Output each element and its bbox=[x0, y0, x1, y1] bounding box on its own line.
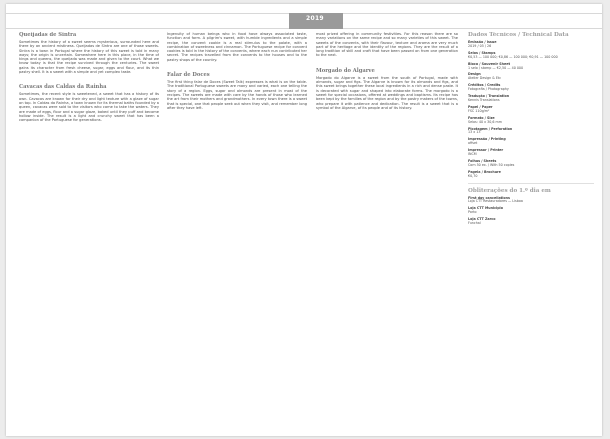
heading-falar-de-doces: Falar de Doces bbox=[167, 72, 210, 79]
spec-item: Tradução / Translation Kennis Translations bbox=[468, 94, 510, 102]
sidebar-title: Dados Técnicos / Technical Data bbox=[468, 32, 569, 38]
spec-item: Impressão / Printing offset bbox=[468, 137, 506, 146]
divider bbox=[468, 183, 594, 184]
paragraph: Sometimes, the recent style is sweetened, a sweet that has a history of its own. Cavacas are known for their dry and light texture with a glaze of sugar on top. In Caldas da Rainha, a town known for its thermal baths founded by a queen, cavacas were sold to the visitors who came to take the waters. They are made of eggs, flour and a sugar glaze, baked until they puff and become hollow inside. The result is a light and crunchy sweet that has been a companion of the Portuguese for generations. bbox=[19, 92, 159, 123]
right-column bbox=[316, 32, 458, 432]
paragraph: The first thing falar de Doces (Sweet Talk) expresses is what is on the table. The traditional Portuguese sweets are many and varied, each one telling the story of a region. Eggs, sugar and almonds are present in most of the recipes. The sweets are made with care by the hands of those who learned the art from their mothers and grandmothers. In every town there is a sweet that is special, one that people seek out when they visit, and remember long after they have left. bbox=[167, 80, 307, 110]
spec-item: Emissão / Issue 2019 / 05 / 26 bbox=[468, 40, 497, 48]
page-header bbox=[6, 13, 602, 29]
document-page bbox=[6, 4, 602, 436]
paragraph: Ingenuity of human beings who in food have always associated taste, function and form. A pilgrim's sweet, with humble ingredients and a simple recipe, the convent cookie is a real stimulus to the palate, with a combination of sweetness and cinnamon. The Portuguese recipe for convent cookies is told in the history of the convents, where each nun contributed her secret. The recipes travelled from the convents to the houses and to the pastry shops of the country. bbox=[167, 32, 307, 62]
spec-item: Créditos / Credits Fotografia / Photography bbox=[468, 83, 509, 92]
spec-item: Formato / Size Selos: 40 x 30,6 mm bbox=[468, 115, 502, 124]
spec-item: Design Atelier Design & Etc bbox=[468, 72, 502, 81]
year-label: 2019 bbox=[306, 15, 324, 22]
paragraph: Morgado do Algarve is a sweet from the south of Portugal, made with almonds, sugar and figs. The Algarve is known for its almonds and figs, and this sweet brings together these local ingredients in a rich and dense paste. It is decorated with sugar and shaped into elaborate forms. The morgado is a sweet for special occasions, offered at weddings and baptisms. Its recipe has been kept by the families of the region and by the pastry makers of the towns, who prepare it with patience and dedication. The result is a sweet that is a symbol of the Algarve, of its people and of its history. bbox=[316, 75, 458, 110]
heading-queijadas: Queijadas de Sintra bbox=[19, 32, 77, 38]
paragraph: Sometimes the history of a sweet seems mysterious, surrounded here and there by an ancient mistiness. Queijadas de Sintra are one of those sweets. Sintra is a town in Portugal where the history of this sweet is told in many ways; the origin is uncertain. Somewhere here in this place, in the time of kings and queens, the queijada was made and given to the court. What we know today is that the recipe survived through the centuries. The sweet gains its character from fresh cheese, sugar, eggs and flour, and its thin pastry shell. It is a sweet with a simple and yet complex taste. bbox=[19, 40, 159, 75]
left-column bbox=[19, 32, 159, 432]
spec-item: Impressor / Printer INCM bbox=[468, 148, 504, 157]
spec-item: Selos / Stamps €0,53 — 100 000; €0,86 — 100 000; €0,91 — 100 000 bbox=[468, 50, 558, 59]
technical-data-sidebar bbox=[468, 32, 594, 432]
spec-item: Picotagem / Perforation 13 x 13 bbox=[468, 126, 513, 135]
heading-cavacas: Cavacas das Caldas da Rainha bbox=[19, 84, 107, 91]
spec-item: Bloco / Souvenir Sheet 1 selo / stamp — €2,50 — 40 000 bbox=[468, 61, 524, 70]
heading-morgado: Morgado do Algarve bbox=[316, 67, 375, 74]
spec-item: Folhas / Sheets Com 50 ex. / With 50 copies bbox=[468, 158, 515, 167]
spec-item: First day cancellations Loja CTT Restauradores — Lisboa bbox=[468, 195, 523, 204]
paragraph: most prized offering in community festivities. For this reason there are so many variations on the same recipe and so many varieties of this sweet. The sweets of the convents, with their flavour, texture and aroma are very much part of the heritage and the identity of the regions. They are the result of a long tradition of skill and craft that have been passed on from one generation to the next. bbox=[316, 32, 458, 58]
spec-item: Loja CTT Municipio Porto bbox=[468, 206, 503, 215]
spec-item: Papel / Paper FSC 110g/m² bbox=[468, 104, 493, 113]
spec-item: Pagela / Brochure €0,70 bbox=[468, 169, 501, 178]
spec-item: Loja CTT Zarco Funchal bbox=[468, 217, 496, 226]
middle-column bbox=[167, 32, 307, 432]
first-day-title: Obliterações do 1.º dia em bbox=[468, 187, 551, 194]
spec-list bbox=[468, 41, 594, 179]
